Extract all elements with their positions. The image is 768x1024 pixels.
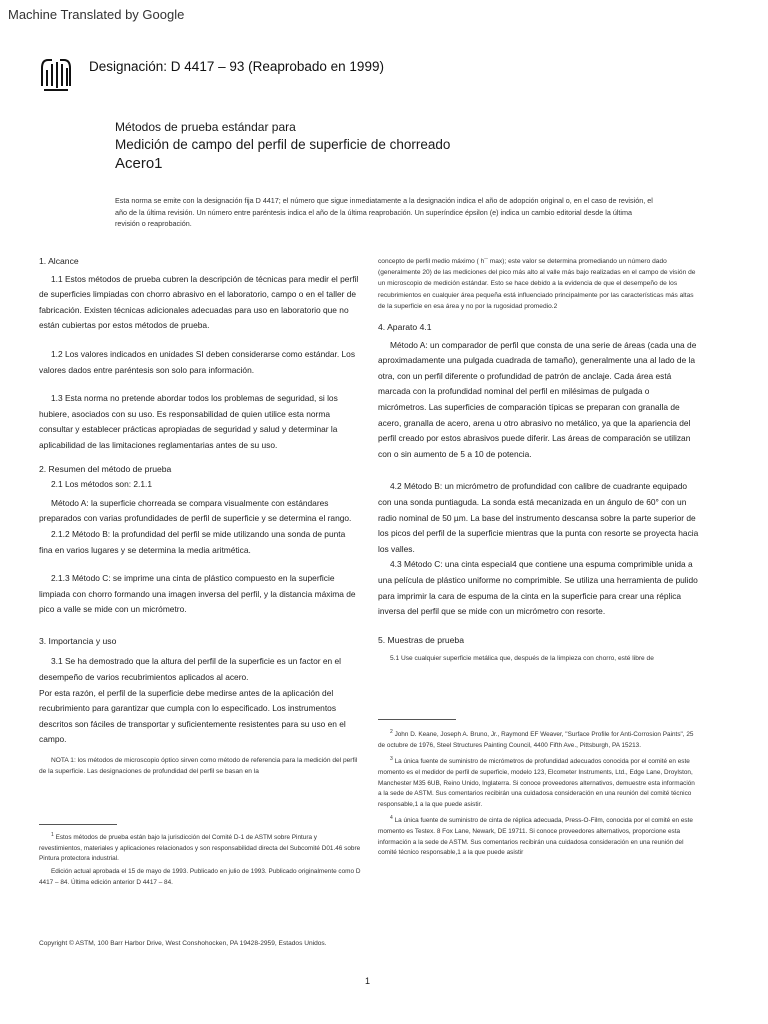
footnote-2: $^2$ John D. Keane, Joseph A. Bruno, Jr., Raymond EF Weaver, "Surface Profile for Anti-Corrosion Paints", 25 de octubre de 1976, Steel Structures Painting Council, 4400 Fifth Ave., Pittsburgh, PA 15213. <box>378 729 694 749</box>
designation: Designación: D 4417 – 93 (Reaprobado en 1999) <box>89 59 384 74</box>
section-4-2: 4.2 Método B: un micrómetro de profundidad con calibre de cuadrante equipado con una sonda puntiaguda. La sonda está mecanizada en un ángulo de 60° con un radio nominal de 50 µm. La base del instrumento descansa sobre la parte superior de los picos del perfil de la superficie mientras que la punta con resorte se proyecta hacia los valles. <box>378 481 699 554</box>
title-line-3: Acero1 <box>115 155 163 172</box>
section-2-1: 2.1 Los métodos son: 2.1.1 <box>51 479 153 490</box>
footnote-separator <box>39 824 117 825</box>
page-number: 1 <box>365 976 371 986</box>
right-column <box>378 256 700 665</box>
footnote-1: $^1$ Estos métodos de prueba están bajo la jurisdicción del Comité D-1 de ASTM sobre Pintura y revestimientos, materiales y aplicaciones relacionados y son responsabilidad directa del Subcomité D01.46 sobre Pintura protectora industrial. <box>39 832 361 863</box>
left-column <box>39 254 361 777</box>
section-2-1-2: 2.1.2 Método B: la profundidad del perfil se mide utilizando una sonda de punta fina en varios lugares y se determina la media aritmética. <box>39 528 346 555</box>
footnote-1-edition: Edición actual aprobada el 15 de mayo de 1993. Publicado en julio de 1993. Publicado originalmente como D 4417 – 84. Última edición anterior D 4417 – 84. <box>39 867 361 886</box>
footnote-3: $^3$ La única fuente de suministro de micrómetros de profundidad adecuados conocida por el comité en este momento es el medidor de perfil de superficie, modelo 123, Elcometer Instruments, Ltd., Edge Lane, Droylston, Manchester M35 6UB, Reino Unido, Inglaterra. Si conoce proveedores alternativos, demuestre esta información a la sede de ASTM. Sus comentarios recibirán una cuidadosa consideración en una reunión del comité técnico responsable,1 a la que puede asistir. <box>378 756 695 808</box>
section-2-method-a: Método A: la superficie chorreada se compara visualmente con estándares preparados con varias profundidades de perfil de superficie y se determina el rango. <box>39 497 352 524</box>
note-1-continued: concepto de perfil medio máximo ( h¯ max); este valor se determina promediando un número dado (generalmente 20) de las mediciones del pico más alto al valle más bajo realizadas en el campo de visión de un microscopio de medición estándar. Esto se hace debido a la evidencia de que el desempeño de los recubrimientos en cualquier área pequeña está influenciado principalmente por las características más altas de la superficie en esa área y no por la rugosidad promedio.2 <box>378 258 696 310</box>
section-4-3: 4.3 Método C: una cinta especial4 que contiene una espuma comprimible unida a una película de plástico uniforme no comprimible. Se utiliza una herramienta de pulido para imprimir la cara de espuma de la cinta en la superficie para crear una réplica inversa del perfil que se mide con un micrómetro con resorte. <box>378 559 698 617</box>
title-line-2: Medición de campo del perfil de superficie de chorreado <box>115 137 451 152</box>
section-1-1: 1.1 Estos métodos de prueba cubren la descripción de técnicas para medir el perfil de superficies limpiadas con chorro abrasivo en el laboratorio, campo o en el taller de fabricación. Existen técnicas adicionales adecuadas para uso en laboratorio que no están cubiertas por estos métodos de prueba. <box>39 273 359 331</box>
section-1-3: 1.3 Esta norma no pretende abordar todos los problemas de seguridad, si los hubiere, asociados con su uso. Es responsabilidad de quien utilice esta norma consultar y establecer prácticas apropiadas de seguridad y salud y determinar la aplicabilidad de las limitaciones reglamentarias antes de su uso. <box>39 393 338 450</box>
footnote-4: $^4$ La única fuente de suministro de cinta de réplica adecuada, Press-O-Film, conocida por el comité en este momento es Testex. 8 Fox Lane, Newark, DE 19711. Si conoce proveedores alternativos, proporcione esta información a la sede de ASTM. Sus comentarios recibirán una cuidadosa consideración en una reunión del comité técnico responsable,1 a la que puede asistir <box>378 815 693 857</box>
section-1-2: 1.2 Los valores indicados en unidades SI deben considerarse como estándar. Los valores dados entre paréntesis son solo para información. <box>39 348 356 375</box>
section-2-heading: 2. Resumen del método de prueba <box>39 463 172 474</box>
section-2-1-3: 2.1.3 Método C: se imprime una cinta de plástico compuesto en la superficie limpiada con chorro formando una imagen inversa del perfil, y la distancia máxima de pico a valle se mide con un micrómetro. <box>39 573 356 615</box>
intro-paragraph: Esta norma se emite con la designación fija D 4417; el número que sigue inmediatamente a la designación indica el año de adopción original o, en el caso de revisión, el año de la última revisión. Un número entre paréntesis indica el año de la última reaprobación. Un superíndice épsilon (e) indica un cambio editorial desde la última revisión o reaprobación. <box>115 196 653 229</box>
right-footnotes <box>378 727 696 859</box>
section-5-heading: 5. Muestras de prueba <box>378 634 464 645</box>
machine-translated-banner: Machine Translated by Google <box>8 7 185 22</box>
section-3-1-continued: Por esta razón, el perfil de la superficie debe medirse antes de la aplicación del recubrimiento para garantizar que cumpla con lo especificado. Los instrumentos descritos son fáciles de transportar y suficientemente resistentes para su uso en el campo. <box>39 687 346 745</box>
astm-logo <box>38 54 74 94</box>
footnote-separator-right <box>378 719 456 720</box>
section-1-heading: 1. Alcance <box>39 256 79 266</box>
note-1: NOTA 1: los métodos de microscopio óptico sirven como método de referencia para la medición del perfil de la superficie. Las designaciones de profundidad del perfil se basan en la <box>39 757 358 776</box>
title-line-1: Métodos de prueba estándar para <box>115 120 296 134</box>
section-5-1: 5.1 Use cualquier superficie metálica que, después de la limpieza con chorro, esté libre de <box>390 655 654 663</box>
section-3-heading: 3. Importancia y uso <box>39 635 117 646</box>
left-footnotes <box>39 830 361 888</box>
section-4-heading: 4. Aparato 4.1 <box>378 322 432 333</box>
section-4-method-a: Método A: un comparador de perfil que consta de una serie de áreas (cada una de aproximadamente una pulgada cuadrada de tamaño), generalmente una al lado de la otra, con un perfil diferente o profundidad de patrón de anclaje. Cada área está marcada con la profundidad nominal del perfil en milésimas de pulgada o micrómetros. Las superficies de comparación típicas se preparan con granalla de acero, granalla de acero, arena u otro abrasivo no metálico, ya que la apariencia del perfil creado por estos abrasivos puede diferir. Las áreas de comparación se utilizan con o sin aumento de 5 a 10 de potencia. <box>378 339 697 459</box>
section-3-1: 3.1 Se ha demostrado que la altura del perfil de la superficie es un factor en el desempeño de varios recubrimientos aplicados al acero. <box>39 656 342 683</box>
copyright-notice: Copyright © ASTM, 100 Barr Harbor Drive, West Conshohocken, PA 19428-2959, Estados Unidos. <box>39 940 327 947</box>
